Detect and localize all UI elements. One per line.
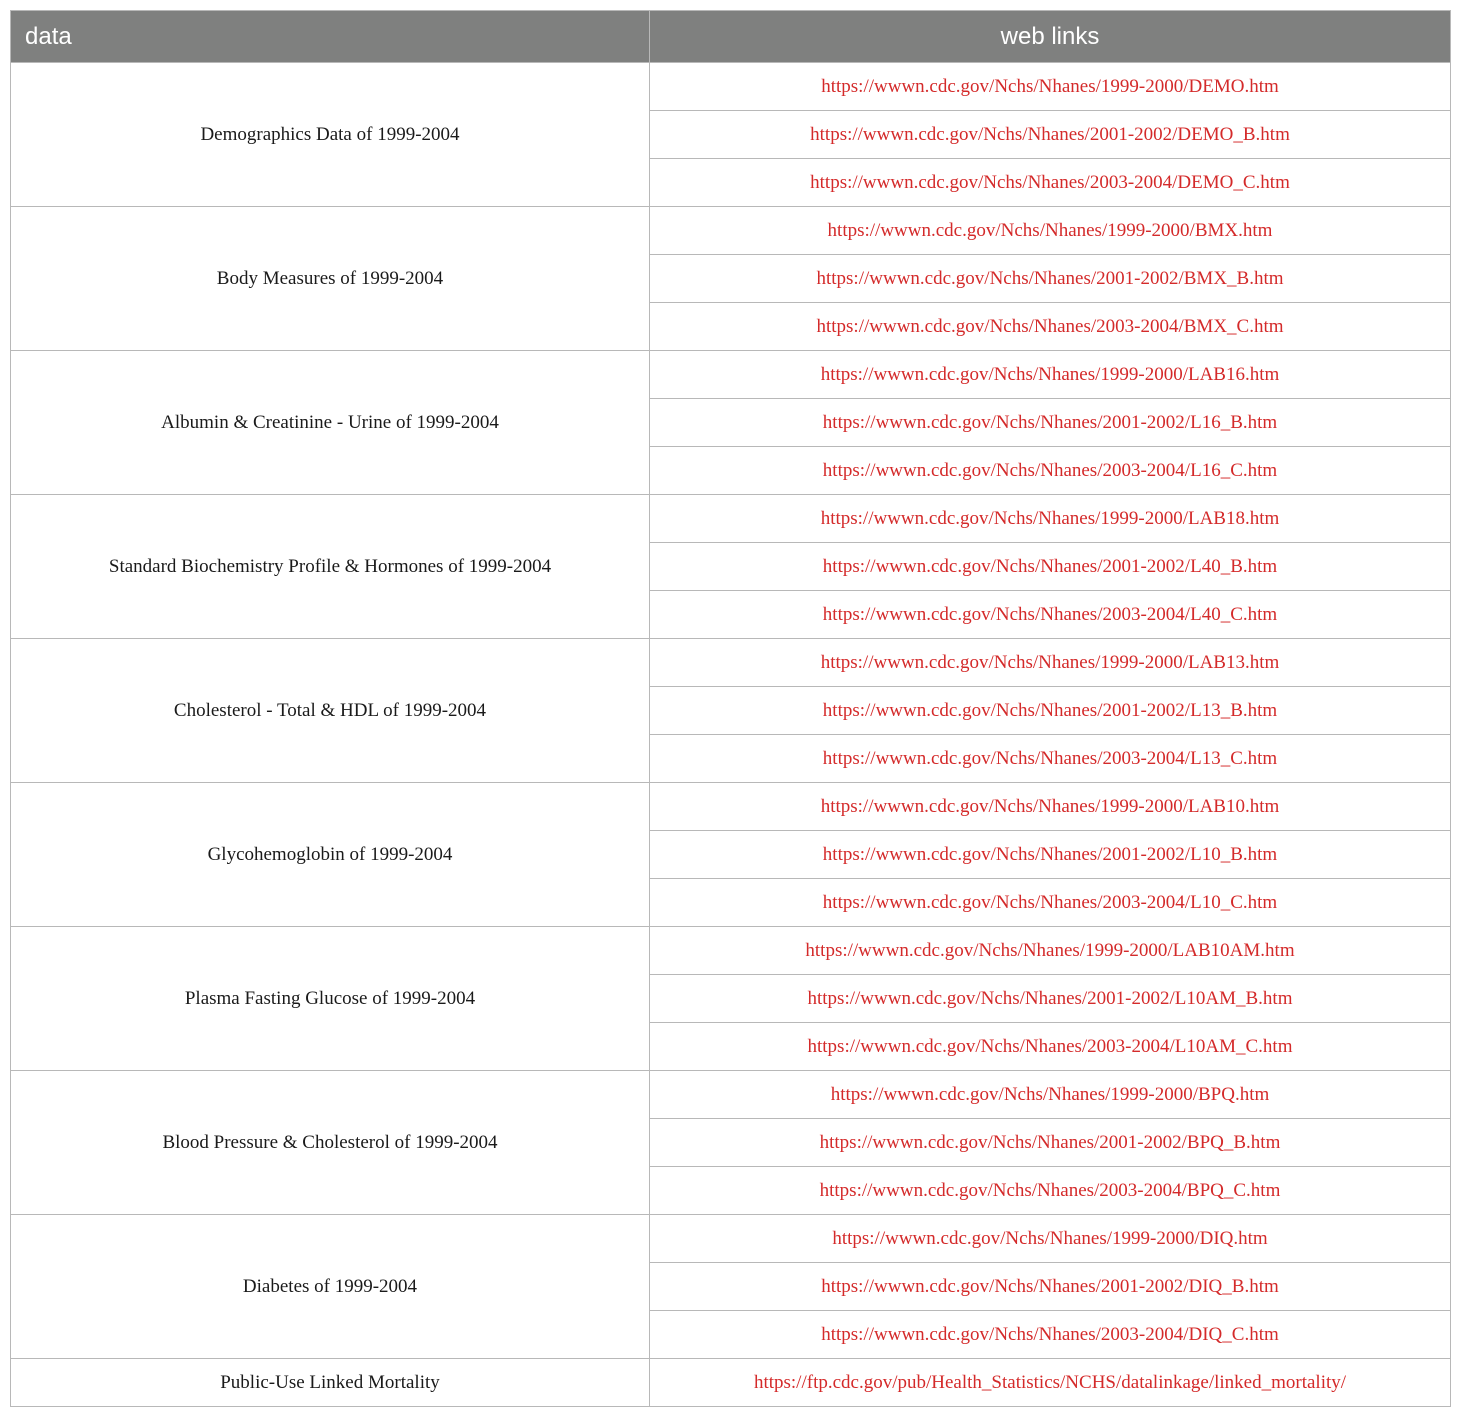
link-cell — [650, 639, 1451, 687]
category-cell: Plasma Fasting Glucose of 1999-2004 — [11, 927, 650, 1071]
web-link[interactable]: https://wwwn.cdc.gov/Nchs/Nhanes/2001-2002/L16_B.htm — [822, 411, 1278, 433]
link-cell — [650, 159, 1451, 207]
link-cell — [650, 207, 1451, 255]
link-cell — [650, 447, 1451, 495]
web-link[interactable]: https://wwwn.cdc.gov/Nchs/Nhanes/1999-2000/BPQ.htm — [830, 1083, 1270, 1105]
table-row — [11, 495, 1451, 543]
category-cell: Public-Use Linked Mortality — [11, 1359, 650, 1407]
table-row — [11, 639, 1451, 687]
link-cell — [650, 303, 1451, 351]
header-data: data — [11, 11, 650, 63]
table-row — [11, 1071, 1451, 1119]
link-cell — [650, 495, 1451, 543]
link-cell — [650, 975, 1451, 1023]
web-link[interactable]: https://wwwn.cdc.gov/Nchs/Nhanes/2003-2004/L10_C.htm — [822, 891, 1278, 913]
web-link[interactable]: https://wwwn.cdc.gov/Nchs/Nhanes/2001-2002/BMX_B.htm — [816, 267, 1284, 289]
link-cell — [650, 1167, 1451, 1215]
table-row — [11, 783, 1451, 831]
table-row — [11, 351, 1451, 399]
link-cell — [650, 879, 1451, 927]
link-cell — [650, 927, 1451, 975]
table-row — [11, 1215, 1451, 1263]
link-cell — [650, 63, 1451, 111]
link-cell — [650, 399, 1451, 447]
link-cell — [650, 591, 1451, 639]
table-row — [11, 927, 1451, 975]
web-link[interactable]: https://wwwn.cdc.gov/Nchs/Nhanes/2001-2002/L40_B.htm — [822, 555, 1278, 577]
web-link[interactable]: https://wwwn.cdc.gov/Nchs/Nhanes/2001-2002/L13_B.htm — [822, 699, 1278, 721]
web-link[interactable]: https://wwwn.cdc.gov/Nchs/Nhanes/2003-2004/BPQ_C.htm — [819, 1179, 1281, 1201]
link-cell — [650, 1311, 1451, 1359]
link-cell — [650, 543, 1451, 591]
link-cell — [650, 1263, 1451, 1311]
web-link[interactable]: https://wwwn.cdc.gov/Nchs/Nhanes/1999-2000/DIQ.htm — [832, 1227, 1268, 1249]
link-cell — [650, 351, 1451, 399]
category-cell: Glycohemoglobin of 1999-2004 — [11, 783, 650, 927]
web-link[interactable]: https://wwwn.cdc.gov/Nchs/Nhanes/2003-2004/BMX_C.htm — [816, 315, 1284, 337]
web-link[interactable]: https://ftp.cdc.gov/pub/Health_Statistics/NCHS/datalinkage/linked_mortality/ — [753, 1371, 1347, 1393]
table-row — [11, 1359, 1451, 1407]
link-cell — [650, 1071, 1451, 1119]
table-body — [11, 63, 1451, 1407]
category-cell: Cholesterol - Total & HDL of 1999-2004 — [11, 639, 650, 783]
web-link[interactable]: https://wwwn.cdc.gov/Nchs/Nhanes/2001-2002/L10AM_B.htm — [807, 987, 1293, 1009]
link-cell — [650, 111, 1451, 159]
category-cell: Standard Biochemistry Profile & Hormones of 1999-2004 — [11, 495, 650, 639]
header-web-links: web links — [650, 11, 1451, 63]
web-link[interactable]: https://wwwn.cdc.gov/Nchs/Nhanes/2001-2002/L10_B.htm — [822, 843, 1278, 865]
link-cell — [650, 1359, 1451, 1407]
web-link[interactable]: https://wwwn.cdc.gov/Nchs/Nhanes/2001-2002/DEMO_B.htm — [810, 123, 1290, 145]
web-link[interactable]: https://wwwn.cdc.gov/Nchs/Nhanes/2001-2002/DIQ_B.htm — [821, 1275, 1279, 1297]
web-link[interactable]: https://wwwn.cdc.gov/Nchs/Nhanes/1999-2000/LAB18.htm — [820, 507, 1280, 529]
web-link[interactable]: https://wwwn.cdc.gov/Nchs/Nhanes/1999-2000/LAB16.htm — [820, 363, 1280, 385]
link-cell — [650, 1215, 1451, 1263]
link-cell — [650, 255, 1451, 303]
table-row — [11, 207, 1451, 255]
table-header-row — [11, 11, 1451, 63]
link-cell — [650, 783, 1451, 831]
link-cell — [650, 1119, 1451, 1167]
web-link[interactable]: https://wwwn.cdc.gov/Nchs/Nhanes/2003-2004/L13_C.htm — [822, 747, 1278, 769]
link-cell — [650, 687, 1451, 735]
web-link[interactable]: https://wwwn.cdc.gov/Nchs/Nhanes/1999-2000/DEMO.htm — [821, 75, 1279, 97]
category-cell: Demographics Data of 1999-2004 — [11, 63, 650, 207]
web-link[interactable]: https://wwwn.cdc.gov/Nchs/Nhanes/2001-2002/BPQ_B.htm — [819, 1131, 1281, 1153]
category-cell: Blood Pressure & Cholesterol of 1999-2004 — [11, 1071, 650, 1215]
link-cell — [650, 1023, 1451, 1071]
web-link[interactable]: https://wwwn.cdc.gov/Nchs/Nhanes/1999-2000/LAB13.htm — [820, 651, 1280, 673]
web-link[interactable]: https://wwwn.cdc.gov/Nchs/Nhanes/1999-2000/LAB10AM.htm — [805, 939, 1295, 961]
web-link[interactable]: https://wwwn.cdc.gov/Nchs/Nhanes/2003-2004/L10AM_C.htm — [807, 1035, 1293, 1057]
web-link[interactable]: https://wwwn.cdc.gov/Nchs/Nhanes/1999-2000/BMX.htm — [827, 219, 1273, 241]
data-links-table — [10, 10, 1451, 1407]
table-row — [11, 63, 1451, 111]
web-link[interactable]: https://wwwn.cdc.gov/Nchs/Nhanes/1999-2000/LAB10.htm — [820, 795, 1280, 817]
category-cell: Albumin & Creatinine - Urine of 1999-2004 — [11, 351, 650, 495]
web-link[interactable]: https://wwwn.cdc.gov/Nchs/Nhanes/2003-2004/L40_C.htm — [822, 603, 1278, 625]
data-links-table-container — [10, 10, 1450, 1407]
web-link[interactable]: https://wwwn.cdc.gov/Nchs/Nhanes/2003-2004/L16_C.htm — [822, 459, 1278, 481]
link-cell — [650, 831, 1451, 879]
web-link[interactable]: https://wwwn.cdc.gov/Nchs/Nhanes/2003-2004/DEMO_C.htm — [810, 171, 1290, 193]
category-cell: Body Measures of 1999-2004 — [11, 207, 650, 351]
web-link[interactable]: https://wwwn.cdc.gov/Nchs/Nhanes/2003-2004/DIQ_C.htm — [821, 1323, 1279, 1345]
link-cell — [650, 735, 1451, 783]
category-cell: Diabetes of 1999-2004 — [11, 1215, 650, 1359]
